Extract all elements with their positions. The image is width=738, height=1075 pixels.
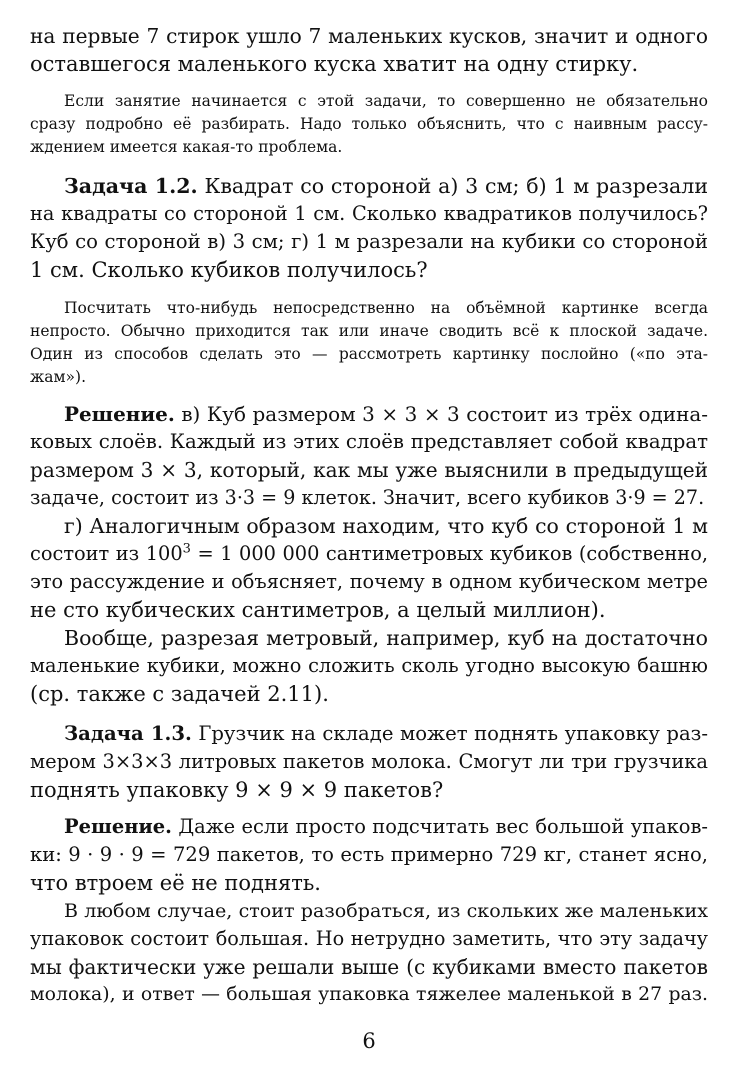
text-line: ки: 9 · 9 · 9 = 729 пакетов, то есть примерно 729 кг, станет ясно, (30, 843, 708, 866)
solution-label: Решение. (64, 815, 172, 838)
text-line: молока), и ответ — большая упаковка тяжелее маленькой в 27 раз. (30, 984, 708, 1005)
task-1-2 (30, 172, 708, 284)
text-line: Решение. в) Куб размером 3 × 3 × 3 состоит из трёх одина- (64, 402, 708, 426)
intro-paragraph (30, 22, 708, 78)
solution-label: Решение. (64, 402, 175, 426)
task-label: Задача 1.2. (64, 174, 198, 198)
solution-1-3 (30, 813, 708, 1009)
text-line: Задача 1.3. Грузчик на складе может поднять упаковку раз- (64, 722, 708, 745)
text-line: маленькие кубики, можно сложить сколь угодно высокую башню (30, 654, 708, 677)
exponent: 3 (182, 541, 191, 557)
text-line: поднять упаковку 9 × 9 × 9 пакетов? (30, 778, 444, 802)
text-line: оставшегося маленького куска хватит на одну стирку. (30, 52, 639, 76)
text-line: это рассуждение и объясняет, почему в одном кубическом метре (30, 570, 708, 593)
solution-1-2 (30, 400, 708, 708)
page-number: 6 (362, 1029, 376, 1053)
text-line: В любом случае, стоит разобраться, из скольких же маленьких (64, 899, 708, 922)
teacher-note-1 (30, 90, 708, 159)
text-line: задаче, состоит из 3·3 = 9 клеток. Значит, всего кубиков 3·9 = 27. (30, 486, 705, 509)
text-line: Куб со стороной в) 3 см; г) 1 м разрезали на кубики со стороной (30, 230, 708, 253)
text-line: на первые 7 стирок ушло 7 маленьких кусков, значит и одного (30, 24, 708, 48)
text-line: Если занятие начинается с этой задачи, то совершенно не обязательно (64, 92, 708, 110)
text-line: не сто кубических сантиметров, а целый миллион). (30, 598, 606, 622)
text-line: Один из способов сделать это — рассмотреть картинку послойно («по эта- (30, 345, 708, 363)
text-line: состоит из $100^3 = 1$ 000 000 сантиметровых кубиков (собственно, (30, 541, 708, 565)
task-label: Задача 1.3. (64, 722, 192, 745)
text-line: упаковок состоит большая. Но нетрудно заметить, что эту задачу (30, 927, 708, 950)
text-line: Вообще, разрезая метровый, например, куб на достаточно (64, 626, 708, 650)
text-line: мером 3×3×3 литровых пакетов молока. Смогут ли три грузчика (30, 750, 708, 773)
text-line: Задача 1.2. Квадрат со стороной а) 3 см; б) 1 м разрезали (64, 174, 708, 198)
text-line: ковых слоёв. Каждый из этих слоёв представляет собой квадрат (30, 430, 708, 453)
teacher-note-2 (30, 297, 708, 389)
text-line: сразу подробно её разбирать. Надо только объяснить, что с наивным рассу- (30, 115, 708, 133)
text-line: (ср. также с задачей 2.11). (30, 682, 329, 706)
text-line: что втроем её не поднять. (30, 871, 321, 895)
text-line: г) Аналогичным образом находим, что куб со стороной 1 м (64, 514, 708, 538)
text-line: ждением имеется какая-то проблема. (30, 138, 343, 156)
text-line: Посчитать что-нибудь непосредственно на объёмной картинке всегда (64, 299, 708, 317)
text-line: размером 3 × 3, который, как мы уже выяснили в предыдущей (30, 458, 708, 482)
text-line: мы фактически уже решали выше (с кубиками вместо пакетов (30, 955, 708, 979)
text-line: жам»). (30, 368, 87, 386)
task-1-3 (30, 720, 708, 804)
text-line: 1 см. Сколько кубиков получилось? (30, 258, 428, 282)
text-line: Решение. Даже если просто подсчитать вес большой упаков- (64, 815, 708, 838)
text-line: на квадраты со стороной 1 см. Сколько квадратиков получилось? (30, 202, 708, 225)
text-line: непросто. Обычно приходится так или иначе сводить всё к плоской задаче. (30, 322, 708, 340)
